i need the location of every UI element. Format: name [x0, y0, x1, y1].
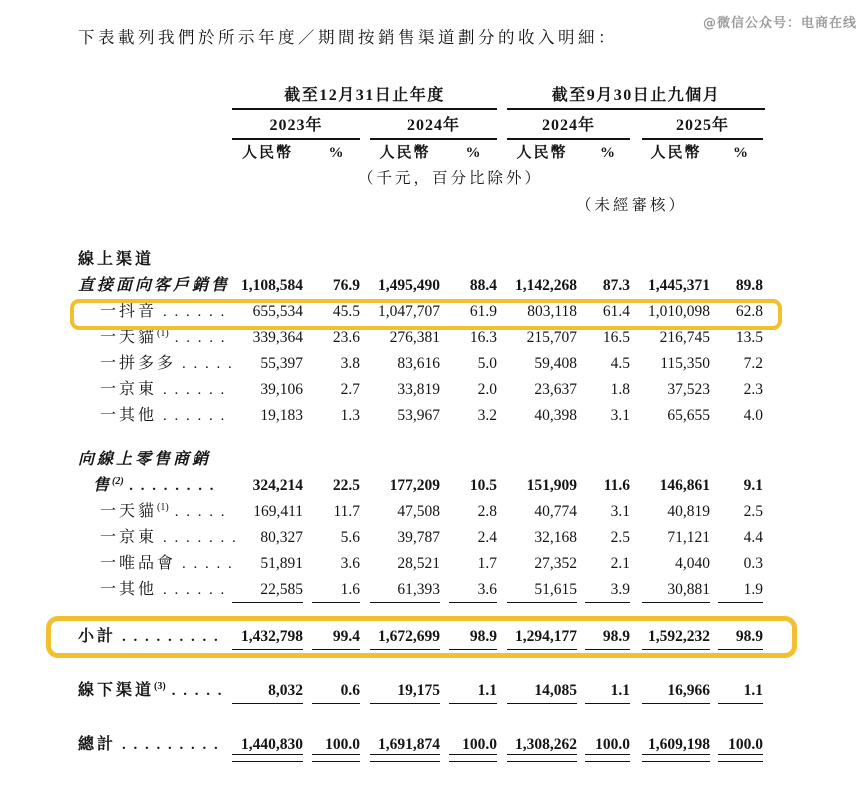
- cell-pct-fy2023: 2.7: [340, 381, 360, 398]
- row-label-text: 一其他: [100, 407, 158, 424]
- row-label: [78, 525, 238, 551]
- cell-pct-9m2024: 11.6: [603, 477, 630, 494]
- dot-leader: . . . . . . . .: [129, 478, 216, 494]
- revenue-table: [78, 86, 765, 758]
- row-label-text: 總計: [78, 736, 117, 753]
- cell-pct-9m2024: 2.1: [610, 555, 630, 572]
- cell-pct-9m2025: 100.0: [718, 732, 763, 758]
- unit-header-row: [78, 140, 765, 166]
- row-tmall: [78, 325, 765, 351]
- col-group-year-ended: 截至12月31日止年度: [232, 87, 497, 110]
- cell-pct-fy2024: 100.0: [449, 732, 497, 758]
- cell-pct-9m2024: 1.8: [610, 381, 630, 398]
- footnote-marker: (1): [157, 328, 169, 339]
- cell-rmb-9m2025: 30,881: [642, 577, 710, 603]
- cell-rmb-fy2023: 1,432,798: [232, 624, 303, 650]
- cell-pct-fy2023: 45.5: [332, 303, 360, 320]
- cell-pct-fy2024: 2.0: [477, 381, 497, 398]
- col-year-2024-9m: 2024年: [507, 117, 630, 140]
- dot-leader: . . . . . .: [163, 382, 227, 398]
- unaudited-note: （未經審核）: [576, 197, 688, 214]
- cell-rmb-9m2025: 4,040: [675, 555, 710, 572]
- rmb-header-9m2025: 人民幣: [650, 144, 702, 161]
- intro-text: 下表載列我們於所示年度／期間按銷售渠道劃分的收入明細：: [78, 28, 618, 47]
- cell-pct-fy2024: 98.9: [449, 624, 497, 650]
- row-tmall-retail: [78, 499, 765, 525]
- cell-pct-9m2024: 87.3: [602, 277, 630, 294]
- cell-rmb-fy2024: 177,209: [389, 477, 440, 494]
- dot-leader: . . . . .: [174, 504, 227, 520]
- cell-rmb-9m2024: 51,615: [507, 577, 577, 603]
- cell-pct-9m2025: 1.9: [718, 577, 763, 603]
- cell-rmb-9m2024: 1,142,268: [515, 277, 577, 294]
- row-vipshop: [78, 551, 765, 577]
- cell-pct-9m2025: 4.0: [743, 407, 763, 424]
- dot-leader: . . . . . . .: [163, 530, 238, 546]
- row-label: [78, 273, 231, 299]
- rmb-header-fy2023: 人民幣: [241, 144, 293, 161]
- cell-pct-fy2023: 0.6: [312, 678, 360, 704]
- footnote-marker: (1): [157, 502, 169, 513]
- cell-pct-9m2025: 98.9: [718, 624, 763, 650]
- cell-rmb-9m2025: 1,609,198: [642, 732, 710, 758]
- dot-leader: . . . . . . . . .: [122, 629, 220, 645]
- dot-leader: . . . . .: [182, 556, 234, 572]
- row-label-text: 一唯品會: [100, 555, 177, 572]
- cell-rmb-9m2024: 14,085: [507, 678, 577, 704]
- row-label: [78, 351, 234, 377]
- row-label: [78, 325, 225, 351]
- cell-pct-fy2024: 1.7: [477, 555, 497, 572]
- cell-pct-9m2025: 62.8: [735, 303, 763, 320]
- row-others-retail: [78, 577, 765, 603]
- cell-rmb-fy2024: 61,393: [370, 577, 440, 603]
- cell-rmb-9m2025: 1,445,371: [648, 277, 710, 294]
- cell-pct-fy2023: 76.9: [332, 277, 360, 294]
- cell-rmb-fy2024: 33,819: [397, 381, 440, 398]
- dot-leader: . . . . .: [182, 356, 234, 372]
- cell-pct-fy2024: 61.9: [469, 303, 497, 320]
- cell-rmb-fy2023: 19,183: [260, 407, 303, 424]
- cell-pct-fy2023: 11.7: [333, 503, 360, 520]
- cell-rmb-9m2024: 40,398: [534, 407, 577, 424]
- cell-pct-fy2023: 22.5: [332, 477, 360, 494]
- section-online-channels: [78, 247, 765, 273]
- cell-rmb-9m2025: 1,010,098: [648, 303, 710, 320]
- pct-header-fy2024: %: [465, 144, 481, 161]
- row-label-text: 向線上零售商銷: [78, 451, 212, 468]
- row-label: [78, 377, 225, 403]
- cell-rmb-9m2025: 71,121: [667, 529, 710, 546]
- cell-pct-fy2023: 5.6: [340, 529, 360, 546]
- row-total: [78, 732, 765, 758]
- cell-rmb-9m2024: 32,168: [534, 529, 577, 546]
- pct-header-9m2025: %: [733, 144, 748, 161]
- cell-rmb-fy2023: 22,585: [232, 577, 303, 603]
- row-label-text: 線下渠道: [78, 682, 155, 699]
- cell-rmb-fy2023: 8,032: [232, 678, 303, 704]
- col-year-2024: 2024年: [370, 117, 497, 140]
- footnote-marker: (2): [112, 476, 124, 487]
- row-label-text: 一拼多多: [100, 355, 177, 372]
- cell-rmb-9m2024: 59,408: [534, 355, 577, 372]
- cell-pct-9m2024: 2.5: [610, 529, 630, 546]
- col-year-2025: 2025年: [642, 117, 763, 140]
- cell-pct-9m2025: 9.1: [743, 477, 763, 494]
- cell-rmb-9m2024: 23,637: [534, 381, 577, 398]
- cell-rmb-fy2023: 169,411: [253, 503, 303, 520]
- cell-pct-9m2025: 1.1: [718, 678, 763, 704]
- cell-rmb-fy2024: 1,672,699: [370, 624, 440, 650]
- row-label: [78, 473, 225, 499]
- cell-pct-9m2025: 0.3: [743, 555, 763, 572]
- row-jd-retail: [78, 525, 765, 551]
- col-year-2023: 2023年: [232, 117, 360, 140]
- cell-rmb-9m2024: 803,118: [527, 303, 577, 320]
- cell-rmb-9m2024: 151,909: [526, 477, 577, 494]
- cell-pct-9m2025: 4.4: [743, 529, 763, 546]
- cell-rmb-9m2025: 115,350: [660, 355, 710, 372]
- row-label-text: 直接面向客戶銷售: [78, 277, 231, 294]
- cell-rmb-fy2024: 1,047,707: [378, 303, 440, 320]
- rmb-header-fy2024: 人民幣: [379, 144, 431, 161]
- row-label: [78, 247, 225, 273]
- cell-pct-9m2025: 89.8: [735, 277, 763, 294]
- cell-pct-fy2023: 1.3: [340, 407, 360, 424]
- dot-leader: . . . . . .: [163, 408, 227, 424]
- cell-rmb-9m2025: 65,655: [667, 407, 710, 424]
- cell-rmb-9m2024: 1,308,262: [507, 732, 577, 758]
- cell-rmb-fy2023: 324,214: [252, 477, 303, 494]
- cell-rmb-fy2023: 339,364: [252, 329, 303, 346]
- cell-pct-9m2025: 13.5: [735, 329, 763, 346]
- cell-pct-9m2025: 2.3: [743, 381, 763, 398]
- cell-rmb-9m2025: 216,745: [659, 329, 710, 346]
- row-label-text: 售: [93, 477, 113, 494]
- cell-pct-9m2025: 7.2: [743, 355, 763, 372]
- cell-rmb-fy2024: 53,967: [397, 407, 440, 424]
- cell-pct-9m2024: 16.5: [602, 329, 630, 346]
- cell-rmb-fy2024: 39,787: [397, 529, 440, 546]
- cell-rmb-fy2024: 19,175: [370, 678, 440, 704]
- cell-rmb-9m2025: 40,819: [667, 503, 710, 520]
- cell-pct-fy2023: 99.4: [312, 624, 360, 650]
- cell-rmb-9m2025: 16,966: [642, 678, 710, 704]
- cell-pct-9m2024: 98.9: [585, 624, 630, 650]
- cell-rmb-fy2024: 83,616: [397, 355, 440, 372]
- cell-rmb-9m2024: 27,352: [534, 555, 577, 572]
- cell-rmb-fy2024: 47,508: [397, 503, 440, 520]
- row-pinduoduo: [78, 351, 765, 377]
- pct-header-9m2024: %: [600, 144, 615, 161]
- cell-pct-fy2024: 88.4: [469, 277, 497, 294]
- dot-leader: . . . . .: [174, 330, 227, 346]
- row-label-text: 一京東: [100, 529, 158, 546]
- row-label: [78, 551, 234, 577]
- cell-rmb-fy2023: 1,108,584: [241, 277, 303, 294]
- cell-pct-fy2024: 16.3: [469, 329, 497, 346]
- cell-rmb-fy2023: 51,891: [260, 555, 303, 572]
- row-label-text: 小計: [78, 628, 117, 645]
- row-label-text: 線上渠道: [78, 251, 155, 268]
- cell-rmb-9m2024: 40,774: [534, 503, 577, 520]
- cell-pct-9m2025: 2.5: [743, 503, 763, 520]
- cell-pct-fy2024: 3.2: [477, 407, 497, 424]
- row-label: [78, 678, 225, 704]
- cell-pct-fy2023: 23.6: [332, 329, 360, 346]
- dot-leader: . . . . . .: [163, 304, 227, 320]
- cell-rmb-9m2024: 1,294,177: [507, 624, 577, 650]
- row-direct-to-customer: [78, 273, 765, 299]
- dot-leader: . . . . . . . . .: [122, 737, 220, 753]
- dot-leader: . . . . . .: [163, 582, 227, 598]
- row-label-text: 一抖音: [100, 303, 158, 320]
- cell-rmb-fy2023: 80,327: [260, 529, 303, 546]
- row-label: [78, 447, 225, 473]
- cell-rmb-fy2024: 276,381: [389, 329, 440, 346]
- cell-pct-fy2024: 3.6: [449, 577, 497, 603]
- cell-pct-9m2024: 4.5: [610, 355, 630, 372]
- col-group-nine-months: 截至9月30日止九個月: [507, 87, 765, 110]
- cell-pct-fy2023: 100.0: [312, 732, 360, 758]
- cell-rmb-9m2025: 146,861: [659, 477, 710, 494]
- row-online-retailers-line2: [78, 473, 765, 499]
- row-label: [78, 577, 225, 603]
- cell-rmb-fy2023: 39,106: [260, 381, 303, 398]
- cell-pct-fy2024: 2.8: [477, 503, 497, 520]
- row-label: [78, 499, 225, 525]
- row-offline-channels: [78, 678, 765, 704]
- cell-pct-9m2024: 3.1: [610, 503, 630, 520]
- dot-leader: . . . . .: [171, 683, 224, 699]
- cell-pct-fy2023: 3.8: [340, 355, 360, 372]
- row-label: [78, 403, 225, 429]
- row-douyin: [78, 299, 765, 325]
- row-subtotal: [78, 624, 765, 650]
- cell-rmb-fy2024: 1,691,874: [370, 732, 440, 758]
- cell-pct-9m2024: 1.1: [585, 678, 630, 704]
- cell-pct-9m2024: 3.9: [585, 577, 630, 603]
- cell-pct-9m2024: 61.4: [602, 303, 630, 320]
- cell-rmb-9m2024: 215,707: [526, 329, 577, 346]
- footnote-marker: (3): [154, 681, 166, 692]
- pct-header-fy2023: %: [328, 144, 344, 161]
- row-label: [78, 299, 225, 325]
- cell-rmb-fy2024: 1,495,490: [378, 277, 440, 294]
- cell-pct-fy2024: 2.4: [477, 529, 497, 546]
- watermark-text: @微信公众号：电商在线: [702, 16, 857, 31]
- row-label-text: 一其他: [100, 581, 158, 598]
- row-label-text: 一天貓: [100, 329, 158, 346]
- cell-pct-fy2024: 5.0: [477, 355, 497, 372]
- cell-pct-9m2024: 3.1: [610, 407, 630, 424]
- cell-pct-fy2024: 10.5: [469, 477, 497, 494]
- rmb-header-9m2024: 人民幣: [516, 144, 568, 161]
- cell-rmb-fy2023: 1,440,830: [232, 732, 303, 758]
- cell-pct-fy2023: 1.6: [312, 577, 360, 603]
- cell-pct-fy2023: 3.6: [340, 555, 360, 572]
- row-label: [78, 624, 225, 650]
- cell-pct-fy2024: 1.1: [449, 678, 497, 704]
- row-others-direct: [78, 403, 765, 429]
- cell-rmb-fy2023: 655,534: [252, 303, 303, 320]
- cell-rmb-fy2023: 55,397: [260, 355, 303, 372]
- cell-rmb-9m2025: 37,523: [667, 381, 710, 398]
- row-label-text: 一天貓: [100, 503, 158, 520]
- row-online-retailers-line1: [78, 447, 765, 473]
- units-note: （千元，百分比除外）: [358, 170, 544, 187]
- row-label-text: 一京東: [100, 381, 158, 398]
- period-group-row: [78, 86, 765, 110]
- cell-pct-9m2024: 100.0: [585, 732, 630, 758]
- cell-rmb-9m2025: 1,592,232: [642, 624, 710, 650]
- row-jd: [78, 377, 765, 403]
- row-label: [78, 732, 225, 758]
- cell-rmb-fy2024: 28,521: [397, 555, 440, 572]
- year-header-row: [78, 110, 765, 140]
